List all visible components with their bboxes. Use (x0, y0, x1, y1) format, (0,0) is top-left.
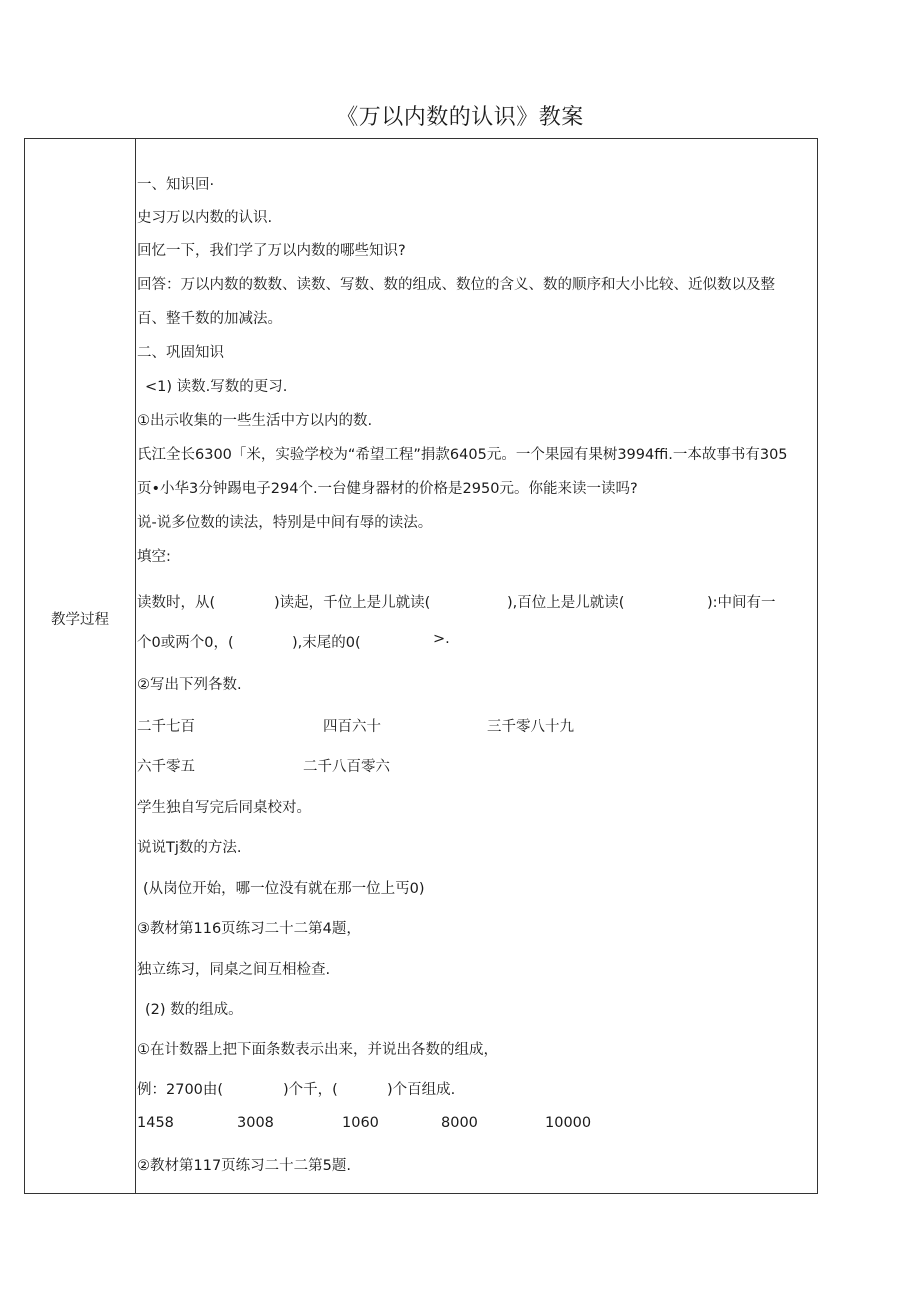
answer-line-2: 百、整千数的加减法。 (137, 311, 282, 327)
number-value: 8000 (441, 1115, 478, 1131)
item-line: ②教材第117页练习二十二第5题. (137, 1158, 352, 1174)
text-line: 说-说多位数的读法，特别是中间有辱的读法。 (137, 515, 433, 531)
item-line: ①在计数器上把下面条数表示出来，并说出各数的组成， (137, 1042, 498, 1058)
text-line: 学生独自写完后同桌校对。 (137, 800, 311, 816)
text-line: 史习万以内数的认识. (137, 210, 273, 226)
number-word: 四百六十 (323, 719, 381, 735)
example-blank-text: 例：2700由( (137, 1082, 224, 1098)
text-line: 独立练习，同桌之间互相检查. (137, 962, 331, 978)
fill-blank-text: ),末尾的0( (292, 635, 361, 651)
number-word: 六千零五 (137, 759, 195, 775)
question-line: 回忆一下，我们学了万以内数的哪些知识? (137, 243, 406, 259)
fill-blank-text: >. (433, 631, 450, 647)
text-line: 说说Tj数的方法. (137, 840, 242, 856)
number-word: 二千七百 (137, 719, 195, 735)
lesson-table (24, 138, 818, 1194)
item-line: ③教材第116页练习二十二第4题， (137, 921, 361, 937)
fill-heading: 填空: (137, 549, 171, 565)
number-value: 1060 (342, 1115, 379, 1131)
answer-line-1: 回答：万以内数的数数、读数、写数、数的组成、数位的含义、数的顺序和大小比较、近似数以及整 (137, 277, 775, 293)
subheading-read-write: <1) 读数.写数的更习. (145, 379, 288, 395)
number-value: 3008 (237, 1115, 274, 1131)
number-word: 二千八百零六 (303, 759, 390, 775)
example-line-1: 氏江全长6300「米，实验学校为“希望工程”捐款6405元。一个果园有果树3994ffi.一本故事书有305 (137, 447, 788, 463)
section-label: 教学过程 (51, 612, 109, 628)
item-line: ②写出下列各数. (137, 677, 242, 693)
number-word: 三千零八十九 (487, 719, 574, 735)
section-heading-review: 一、知识回· (137, 177, 215, 193)
note-line: (从岗位开始，哪一位没有就在那一位上丐0) (143, 881, 425, 897)
page-title: 《万以内数的认识》教案 (336, 105, 584, 130)
item-line: ①出示收集的一些生活中方以内的数. (137, 413, 373, 429)
section-heading-consolidate: 二、巩固知识 (137, 345, 224, 361)
fill-blank-text: ):中间有一 (707, 595, 776, 611)
example-blank-text: )个千，( (283, 1082, 338, 1098)
example-blank-text: )个百组成. (387, 1082, 456, 1098)
fill-blank-text: 读数时，从( (137, 595, 216, 611)
fill-blank-text: ),百位上是儿就读( (507, 595, 625, 611)
subheading-composition: (2) 数的组成。 (145, 1002, 243, 1018)
number-value: 10000 (545, 1115, 592, 1131)
column-divider (135, 139, 136, 1193)
lesson-content (137, 139, 815, 1193)
number-value: 1458 (137, 1115, 174, 1131)
example-line-2: 页•小华3分钟踢电子294个.一台健身器材的价格是2950元。你能来读一读吗? (137, 481, 638, 497)
fill-blank-text: )读起，千位上是儿就读( (274, 595, 431, 611)
fill-blank-text: 个0或两个0，( (137, 635, 234, 651)
